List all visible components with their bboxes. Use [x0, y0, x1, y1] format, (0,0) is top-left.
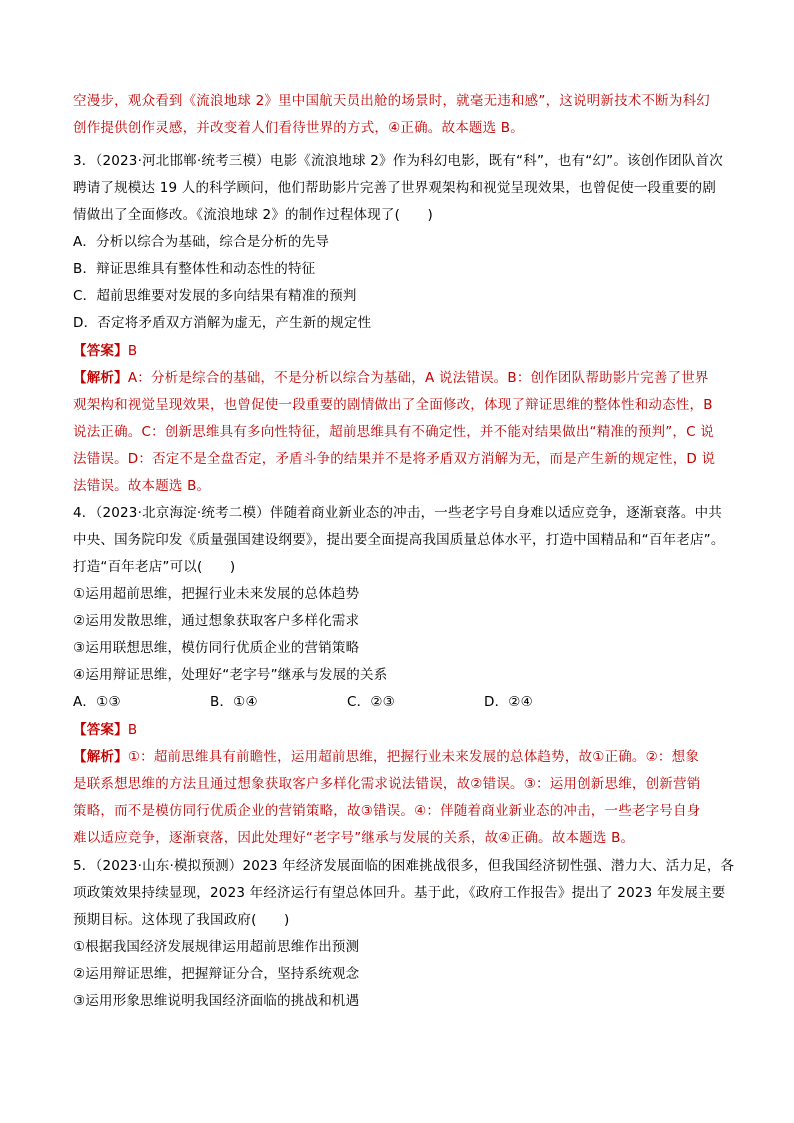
question-4-answer [73, 720, 137, 740]
analysis-text: ①：超前思维具有前瞻性，运用超前思维，把握行业未来发展的总体趋势，故①正确。②：想象 [127, 749, 700, 765]
question-3-analysis-line-4: 法错误。D：否定不是全盘否定，矛盾斗争的结果并不是将矛盾双方消解为无，而是产生新的规定性，D 说 [73, 451, 716, 467]
option-d: D．②④ [484, 694, 533, 710]
question-5-stem-line-1: 5．（2023·山东·模拟预测）2023 年经济发展面临的困难挑战很多，但我国经济韧性强、潜力大、活力足，各 [73, 858, 735, 874]
question-5-item-1: ①根据我国经济发展规律运用超前思维作出预测 [73, 939, 360, 955]
question-4-analysis-line-3: 策略，而不是模仿同行优质企业的营销策略，故③错误。④：伴随着商业新业态的冲击，一些老字号自身 [73, 803, 701, 819]
question-3-option-c: C．超前思维要对发展的多向结果有精准的预判 [73, 288, 357, 304]
question-4-analysis-line-1 [73, 747, 699, 767]
question-5-stem-line-2: 项政策效果持续显现，2023 年经济运行有望总体回升。基于此，《政府工作报告》提出了 2023 年发展主要 [73, 885, 726, 901]
question-4-item-2: ②运用发散思维，通过想象获取客户多样化需求 [73, 613, 360, 629]
question-4-stem-line-2: 中央、国务院印发《质量强国建设纲要》，提出要全面提高我国质量总体水平，打造中国精品和“百年老店”。 [73, 532, 725, 548]
analysis-tag: 【解析】 [73, 749, 128, 765]
previous-analysis-line-1: 空漫步，观众看到《流浪地球 2》里中国航天员出舱的场景时，就毫无违和感”，这说明新技术不断为科幻 [73, 93, 710, 109]
question-4-analysis-line-4: 难以适应竞争，逐渐衰落，因此处理好“老字号”继承与发展的关系，故④正确。故本题选 B。 [73, 830, 635, 846]
question-3-analysis-line-1 [73, 368, 709, 388]
question-5-stem-line-3: 预期目标。这体现了我国政府( ) [73, 912, 290, 928]
answer-value: B [127, 722, 138, 738]
question-3-answer [73, 341, 137, 361]
question-5-item-3: ③运用形象思维说明我国经济面临的挑战和机遇 [73, 993, 360, 1009]
question-4-stem-line-1: 4．（2023·北京海淀·统考二模）伴随着商业新业态的冲击，一些老字号自身难以适应竞争，逐渐衰落。中共 [73, 505, 722, 521]
question-4-item-1: ①运用超前思维，把握行业未来发展的总体趋势 [73, 586, 360, 602]
question-3-option-d: D．否定将矛盾双方消解为虚无，产生新的规定性 [73, 315, 372, 331]
question-3-option-b: B．辩证思维具有整体性和动态性的特征 [73, 261, 316, 277]
analysis-text: A：分析是综合的基础，不是分析以综合为基础，A 说法错误。B：创作团队帮助影片完善了世界 [127, 370, 709, 386]
question-3-analysis-line-2: 观架构和视觉呈现效果，也曾促使一段重要的剧情做出了全面修改，体现了辩证思维的整体性和动态性，B [73, 397, 713, 413]
answer-tag: 【答案】 [73, 343, 128, 359]
option-c: C．②③ [347, 694, 395, 710]
question-4-item-3: ③运用联想思维，模仿同行优质企业的营销策略 [73, 640, 360, 656]
question-4-stem-line-3: 打造“百年老店”可以( ) [73, 559, 236, 575]
answer-value: B [127, 343, 138, 359]
question-3-stem-line-1: 3．（2023·河北邯郸·统考三模）电影《流浪地球 2》作为科幻电影，既有“科”，也有“幻”。该创作团队首次 [73, 153, 723, 169]
analysis-tag: 【解析】 [73, 370, 128, 386]
answer-tag: 【答案】 [73, 722, 128, 738]
question-5-item-2: ②运用辩证思维，把握辩证分合，坚持系统观念 [73, 966, 360, 982]
option-b: B．①④ [210, 694, 258, 710]
question-3-stem-line-3: 情做出了全面修改。《流浪地球 2》的制作过程体现了( ) [73, 207, 433, 223]
previous-analysis-line-2: 创作提供创作灵感，并改变着人们看待世界的方式，④正确。故本题选 B。 [73, 120, 524, 136]
question-3-analysis-line-3: 说法正确。C：创新思维具有多向性特征，超前思维具有不确定性，并不能对结果做出“精准的预判”，C 说 [73, 424, 714, 440]
question-3-stem-line-2: 聘请了规模达 19 人的科学顾问，他们帮助影片完善了世界观架构和视觉呈现效果，也曾促使一段重要的剧 [73, 180, 717, 196]
question-3-analysis-line-5: 法错误。故本题选 B。 [73, 478, 211, 494]
question-3-option-a: A．分析以综合为基础，综合是分析的先导 [73, 234, 330, 250]
option-a: A．①③ [73, 694, 121, 710]
question-4-analysis-line-2: 是联系想思维的方法且通过想象获取客户多样化需求说法错误，故②错误。③：运用创新思维，创新营销 [73, 776, 701, 792]
question-4-item-4: ④运用辩证思维，处理好“老字号”继承与发展的关系 [73, 667, 388, 683]
